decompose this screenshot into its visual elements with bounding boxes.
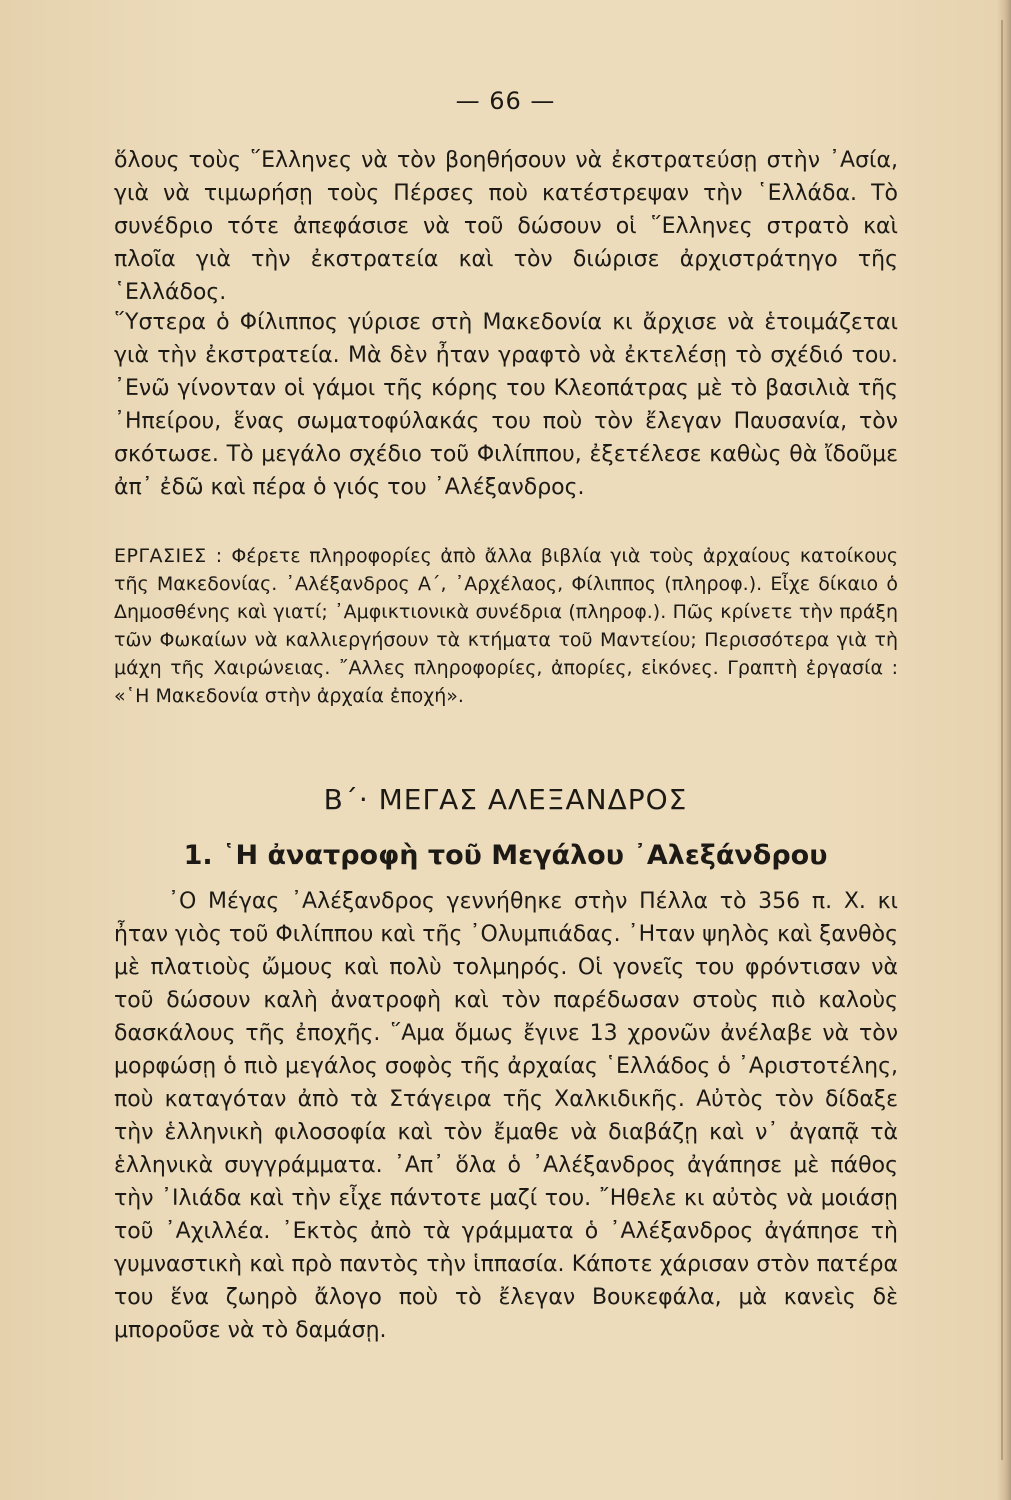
page-number: — 66 — xyxy=(455,87,556,115)
section-heading: Β΄· ΜΕΓΑΣ ΑΛΕΞΑΝΔΡΟΣ xyxy=(323,783,688,816)
exercises-block xyxy=(114,542,898,710)
exercises-text: Φέρετε πληροφορίες ἀπὸ ἄλλα βιβλία γιὰ τοὺς ἀρχαίους κατοίκους τῆς Μακεδονίας. ᾿Αλέξανδρος Α΄, ᾿Αρχέλαος, Φίλιππος (πληροφ.). Εἶχε δίκαιο ὁ Δημοσθένης καὶ γιατί; ᾿Αμφικτιονικὰ συνέδρια (πληροφ.). Πῶς κρίνετε τὴν πράξη τῶν Φωκαίων νὰ καλλιεργήσουν τὰ κτήματα τοῦ Μαντείου; Περισσότερα γιὰ τὴ μάχη τῆς Χαιρώνειας. ῎Αλλες πληροφορίες, ἀπορίες, εἰκόνες. Γραπτὴ ἐργασία : «῾Η Μακεδονία στὴν ἀρχαία ἐποχή». xyxy=(114,545,899,707)
paragraph-third: ᾿Ο Μέγας ᾿Αλέξανδρος γεννήθηκε στὴν Πέλλα τὸ 356 π. Χ. κι ἦταν γιὸς τοῦ Φιλίππου καὶ τῆς ᾿Ολυμπιάδας. ᾿Ηταν ψηλὸς καὶ ξανθὸς μὲ πλατιοὺς ὤμους καὶ πολὺ τολμηρός. Οἱ γονεῖς του φρόντισαν νὰ τοῦ δώσουν καλὴ ἀνατροφὴ καὶ τὸν παρέδωσαν στοὺς πιὸ καλοὺς δασκάλους τῆς ἐποχῆς. ῞Αμα ὅμως ἔγινε 13 χρονῶν ἀνέλαβε νὰ τὸν μορφώσῃ ὁ πιὸ μεγάλος σοφὸς τῆς ἀρχαίας ῾Ελλάδος ὁ ᾿Αριστοτέλης, ποὺ καταγόταν ἀπὸ τὰ Στάγειρα τῆς Χαλκιδικῆς. Αὐτὸς τὸν δίδαξε τὴν ἑλληνικὴ φιλοσοφία καὶ τὸν ἔμαθε νὰ διαβάζῃ καὶ ν᾿ ἀγαπᾷ τὰ ἑλληνικὰ συγγράμματα. ᾿Απ᾿ ὅλα ὁ ᾿Αλέξανδρος ἀγάπησε μὲ πάθος τὴν ᾿Ιλιάδα καὶ τὴν εἶχε πάντοτε μαζί του. ῎Ηθελε κι αὐτὸς νὰ μοιάσῃ τοῦ ᾿Αχιλλέα. ᾿Εκτὸς ἀπὸ τὰ γράμματα ὁ ᾿Αλέξανδρος ἀγάπησε τὴ γυμναστικὴ καὶ πρὸ παντὸς τὴν ἱππασία. Κάποτε χάρισαν στὸν πατέρα του ἕνα ζωηρὸ ἄλογο ποὺ τὸ ἔλεγαν Βουκεφάλα, μὰ κανεὶς δὲ μποροῦσε νὰ τὸ δαμάσῃ. xyxy=(114,889,898,1343)
exercises-label: ΕΡΓΑΣΙΕΣ : xyxy=(114,545,223,567)
chapter-heading: 1. ῾Η ἀνατροφὴ τοῦ Μεγάλου ᾿Αλεξάνδρου xyxy=(183,840,828,871)
paragraph-second: ῞Υστερα ὁ Φίλιππος γύρισε στὴ Μακεδονία κι ἄρχισε νὰ ἑτοιμάζεται γιὰ τὴν ἐκστρατεία. Μὰ δὲν ἦταν γραφτὸ νὰ ἐκτελέσῃ τὸ σχέδιό του. ᾿Ενῶ γίνονταν οἱ γάμοι τῆς κόρης του Κλεοπάτρας μὲ τὸ βασιλιὰ τῆς ᾿Ηπείρου, ἕνας σωματοφύλακάς του ποὺ τὸν ἔλεγαν Παυσανία, τὸν σκότωσε. Τὸ μεγάλο σχέδιο τοῦ Φιλίππου, ἐξετέλεσε καθὼς θὰ ἴδοῦμε ἀπ᾿ ἐδῶ καὶ πέρα ὁ γιός του ᾿Αλέξανδρος. xyxy=(114,310,898,500)
page-edge-shadow xyxy=(997,0,1011,1500)
page-edge-line xyxy=(1001,20,1003,1460)
paragraph-first: ὅλους τοὺς ῞Ελληνες νὰ τὸν βοηθήσουν νὰ ἐκστρατεύσῃ στὴν ᾿Ασία, γιὰ νὰ τιμωρήσῃ τοὺς Πέρσες ποὺ κατέστρεψαν τὴν ῾Ελλάδα. Τὸ συνέδριο τότε ἀπεφάσισε νὰ τοῦ δώσουν οἱ ῞Ελληνες στρατὸ καὶ πλοῖα γιὰ τὴν ἐκστρατεία καὶ τὸν διώρισε ἀρχιστράτηγο τῆς ῾Ελλάδος. xyxy=(114,148,898,305)
